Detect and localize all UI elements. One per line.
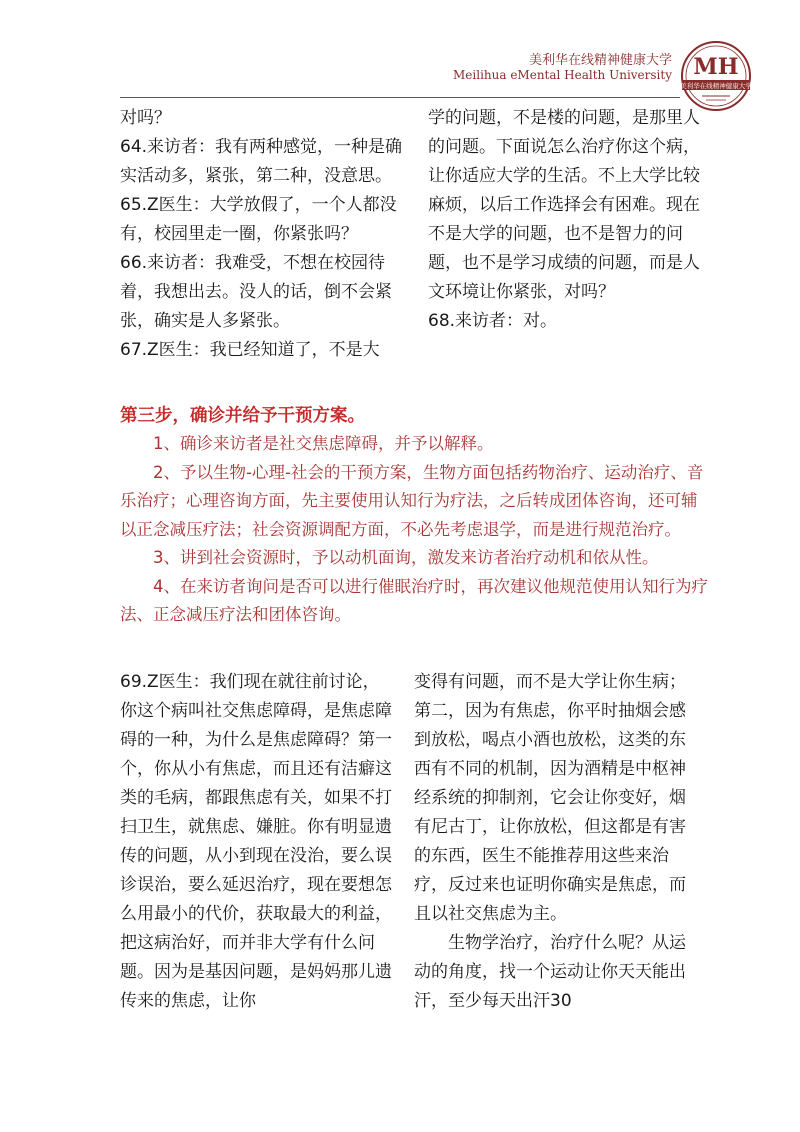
- step-three-list: [120, 430, 712, 630]
- paragraph: 生物学治疗，治疗什么呢？从运动的角度，找一个运动让你天天能出汗，至少每天出汗30: [414, 933, 686, 1011]
- university-logo: [680, 40, 752, 112]
- logo-subtext: 美利华在线精神健康大学: [680, 82, 752, 90]
- top-right-column: [428, 104, 704, 336]
- top-left-column: [120, 104, 404, 365]
- paragraph: 68.来访者：对。: [428, 311, 558, 331]
- org-name-cn: 美利华在线精神健康大学: [528, 53, 672, 68]
- paragraph: 64.来访者：我有两种感觉，一种是确实活动多，紧张，第二种，没意思。: [120, 137, 403, 186]
- paragraph: 66.来访者：我难受，不想在校园待着，我想出去。没人的话，倒不会紧张，确实是人多紧张。: [120, 253, 392, 331]
- step-item: 3、讲到社会资源时，予以动机面询，激发来访者治疗动机和依从性。: [153, 548, 659, 567]
- step-item: 2、予以生物-心理-社会的干预方案，生物方面包括药物治疗、运动治疗、音乐治疗；心理咨询方面，先主要使用认知行为疗法，之后转成团体咨询，还可辅以正念减压疗法；社会资源调配方面，不必先考虑退学，而是进行规范治疗。: [120, 462, 704, 539]
- paragraph: 学的问题，不是楼的问题，是那里人的问题。下面说怎么治疗你这个病，让你适应大学的生活。不上大学比较麻烦，以后工作选择会有困难。现在不是大学的问题，也不是智力的问题，也不是学习成绩的问题，而是人文环境让你紧张，对吗？: [428, 108, 700, 302]
- logo-text: MH: [693, 54, 739, 80]
- paragraph: 对吗？: [120, 108, 171, 128]
- org-name-en: Meilihua eMental Health University: [453, 68, 672, 82]
- paragraph: 69.Z医生：我们现在就往前讨论，你这个病叫社交焦虑障碍，是焦虑障碍的一种，为什么是焦虑障碍？第一个，你从小有焦虑，而且还有洁癖这类的毛病，都跟焦虑有关，如果不打扫卫生，就焦虑、嫌脏。你有明显遗传的问题，从小到现在没治，要么误诊误治，要么延迟治疗，现在要想怎么用最小的代价，获取最大的利益，把这病治好，而并非大学有什么问题。因为是基因问题，是妈妈那儿遗传来的焦虑，让你: [120, 672, 392, 1011]
- bottom-right-column: [414, 668, 690, 1016]
- step-three-heading: 第三步，确诊并给予干预方案。: [120, 406, 365, 426]
- paragraph: 67.Z医生：我已经知道了，不是大: [120, 340, 380, 360]
- step-item: 1、确诊来访者是社交焦虑障碍，并予以解释。: [153, 434, 494, 453]
- bottom-left-column: [120, 668, 396, 1016]
- step-item: 4、在来访者询问是否可以进行催眠治疗时，再次建议他规范使用认知行为疗法、正念减压疗法和团体咨询。: [120, 576, 708, 624]
- paragraph: 65.Z医生：大学放假了，一个人都没有，校园里走一圈，你紧张吗？: [120, 195, 397, 244]
- header-divider: [120, 97, 680, 98]
- paragraph: 变得有问题，而不是大学让你生病；第二，因为有焦虑，你平时抽烟会感到放松，喝点小酒也放松，这类的东西有不同的机制，因为酒精是中枢神经系统的抑制剂，它会让你变好，烟有尼古丁，让你放松，但这都是有害的东西，医生不能推荐用这些来治疗，反过来也证明你确实是焦虑，而且以社交焦虑为主。: [414, 672, 686, 924]
